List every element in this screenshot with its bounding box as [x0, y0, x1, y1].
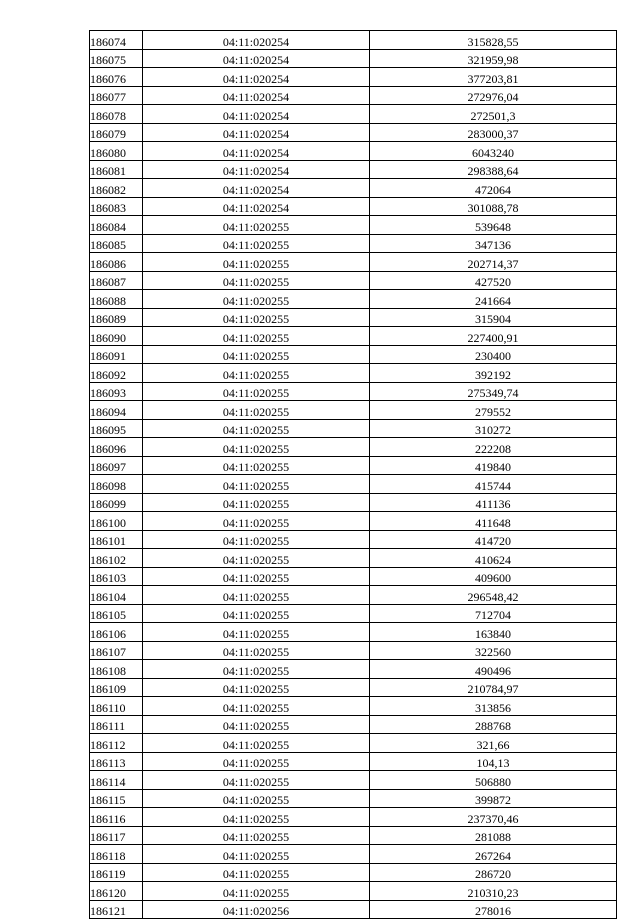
amount-cell: 419840 [370, 456, 617, 475]
amount-cell: 272976,04 [370, 86, 617, 105]
amount-cell: 315828,55 [370, 31, 617, 50]
amount-cell: 210784,97 [370, 678, 617, 697]
table-row [90, 253, 617, 272]
amount-cell: 490496 [370, 660, 617, 679]
table-row [90, 734, 617, 753]
cadastral-code-cell: 04:11:020255 [143, 364, 370, 383]
cadastral-code-cell: 04:11:020255 [143, 271, 370, 290]
amount-cell: 272501,3 [370, 105, 617, 124]
amount-cell: 410624 [370, 549, 617, 568]
row-number-cell: 186119 [90, 863, 143, 882]
table-row [90, 234, 617, 253]
cadastral-code-cell: 04:11:020255 [143, 549, 370, 568]
amount-cell: 411648 [370, 512, 617, 531]
cadastral-code-cell: 04:11:020255 [143, 456, 370, 475]
amount-cell: 296548,42 [370, 586, 617, 605]
cadastral-code-cell: 04:11:020255 [143, 401, 370, 420]
row-number-cell: 186095 [90, 419, 143, 438]
table-row [90, 512, 617, 531]
table-row [90, 271, 617, 290]
table-row [90, 308, 617, 327]
amount-cell: 241664 [370, 290, 617, 309]
amount-cell: 414720 [370, 530, 617, 549]
cadastral-code-cell: 04:11:020255 [143, 826, 370, 845]
amount-cell: 267264 [370, 845, 617, 864]
amount-cell: 415744 [370, 475, 617, 494]
row-number-cell: 186114 [90, 771, 143, 790]
amount-cell: 347136 [370, 234, 617, 253]
amount-cell: 202714,37 [370, 253, 617, 272]
row-number-cell: 186105 [90, 604, 143, 623]
amount-cell: 275349,74 [370, 382, 617, 401]
table-row [90, 752, 617, 771]
cadastral-code-cell: 04:11:020255 [143, 734, 370, 753]
amount-cell: 237370,46 [370, 808, 617, 827]
table-row [90, 197, 617, 216]
cadastral-code-cell: 04:11:020254 [143, 197, 370, 216]
row-number-cell: 186110 [90, 697, 143, 716]
row-number-cell: 186109 [90, 678, 143, 697]
row-number-cell: 186120 [90, 882, 143, 901]
amount-cell: 227400,91 [370, 327, 617, 346]
amount-cell: 301088,78 [370, 197, 617, 216]
table-row [90, 123, 617, 142]
row-number-cell: 186080 [90, 142, 143, 161]
table-row [90, 105, 617, 124]
cadastral-code-cell: 04:11:020255 [143, 234, 370, 253]
amount-cell: 104,13 [370, 752, 617, 771]
row-number-cell: 186101 [90, 530, 143, 549]
cadastral-code-cell: 04:11:020254 [143, 142, 370, 161]
cadastral-code-cell: 04:11:020255 [143, 882, 370, 901]
amount-cell: 281088 [370, 826, 617, 845]
amount-cell: 288768 [370, 715, 617, 734]
cadastral-code-cell: 04:11:020255 [143, 789, 370, 808]
amount-cell: 472064 [370, 179, 617, 198]
cadastral-code-cell: 04:11:020255 [143, 715, 370, 734]
cadastral-code-cell: 04:11:020254 [143, 49, 370, 68]
table-row [90, 549, 617, 568]
cadastral-code-cell: 04:11:020255 [143, 771, 370, 790]
cadastral-code-cell: 04:11:020255 [143, 327, 370, 346]
table-row [90, 678, 617, 697]
row-number-cell: 186076 [90, 68, 143, 87]
table-row [90, 382, 617, 401]
table-row [90, 401, 617, 420]
cadastral-code-cell: 04:11:020255 [143, 697, 370, 716]
table-row [90, 49, 617, 68]
cadastral-code-cell: 04:11:020255 [143, 438, 370, 457]
row-number-cell: 186081 [90, 160, 143, 179]
table-row [90, 438, 617, 457]
row-number-cell: 186097 [90, 456, 143, 475]
row-number-cell: 186112 [90, 734, 143, 753]
row-number-cell: 186087 [90, 271, 143, 290]
table-row [90, 419, 617, 438]
table-row [90, 623, 617, 642]
cadastral-code-cell: 04:11:020255 [143, 530, 370, 549]
table-row [90, 142, 617, 161]
table-row [90, 86, 617, 105]
table-row [90, 789, 617, 808]
row-number-cell: 186106 [90, 623, 143, 642]
amount-cell: 322560 [370, 641, 617, 660]
table-row [90, 660, 617, 679]
cadastral-code-cell: 04:11:020255 [143, 567, 370, 586]
cadastral-code-cell: 04:11:020255 [143, 678, 370, 697]
amount-cell: 286720 [370, 863, 617, 882]
cadastral-code-cell: 04:11:020255 [143, 808, 370, 827]
table-row [90, 179, 617, 198]
cadastral-code-cell: 04:11:020254 [143, 160, 370, 179]
cadastral-code-cell: 04:11:020255 [143, 216, 370, 235]
table-row [90, 808, 617, 827]
row-number-cell: 186113 [90, 752, 143, 771]
cadastral-code-cell: 04:11:020255 [143, 623, 370, 642]
cadastral-code-cell: 04:11:020255 [143, 308, 370, 327]
amount-cell: 321959,98 [370, 49, 617, 68]
amount-cell: 411136 [370, 493, 617, 512]
row-number-cell: 186098 [90, 475, 143, 494]
row-number-cell: 186116 [90, 808, 143, 827]
row-number-cell: 186084 [90, 216, 143, 235]
cadastral-code-cell: 04:11:020254 [143, 105, 370, 124]
row-number-cell: 186074 [90, 31, 143, 50]
cadastral-code-cell: 04:11:020255 [143, 604, 370, 623]
table-body [90, 31, 617, 919]
cadastral-code-cell: 04:11:020255 [143, 845, 370, 864]
table-row [90, 845, 617, 864]
table-row [90, 31, 617, 50]
amount-cell: 222208 [370, 438, 617, 457]
table-row [90, 826, 617, 845]
row-number-cell: 186102 [90, 549, 143, 568]
amount-cell: 210310,23 [370, 882, 617, 901]
cadastral-code-cell: 04:11:020256 [143, 900, 370, 919]
data-table [89, 30, 617, 919]
amount-cell: 399872 [370, 789, 617, 808]
row-number-cell: 186121 [90, 900, 143, 919]
cadastral-code-cell: 04:11:020255 [143, 419, 370, 438]
row-number-cell: 186108 [90, 660, 143, 679]
cadastral-code-cell: 04:11:020254 [143, 31, 370, 50]
cadastral-code-cell: 04:11:020254 [143, 68, 370, 87]
cadastral-code-cell: 04:11:020255 [143, 660, 370, 679]
amount-cell: 163840 [370, 623, 617, 642]
amount-cell: 712704 [370, 604, 617, 623]
table-row [90, 456, 617, 475]
amount-cell: 377203,81 [370, 68, 617, 87]
table-row [90, 475, 617, 494]
row-number-cell: 186089 [90, 308, 143, 327]
table-row [90, 771, 617, 790]
amount-cell: 283000,37 [370, 123, 617, 142]
row-number-cell: 186088 [90, 290, 143, 309]
row-number-cell: 186099 [90, 493, 143, 512]
row-number-cell: 186117 [90, 826, 143, 845]
cadastral-code-cell: 04:11:020255 [143, 345, 370, 364]
table-row [90, 216, 617, 235]
amount-cell: 392192 [370, 364, 617, 383]
table-row [90, 530, 617, 549]
table-row [90, 697, 617, 716]
table-row [90, 715, 617, 734]
cadastral-code-cell: 04:11:020255 [143, 475, 370, 494]
cadastral-code-cell: 04:11:020255 [143, 382, 370, 401]
row-number-cell: 186077 [90, 86, 143, 105]
row-number-cell: 186090 [90, 327, 143, 346]
table-row [90, 586, 617, 605]
cadastral-code-cell: 04:11:020254 [143, 86, 370, 105]
row-number-cell: 186092 [90, 364, 143, 383]
row-number-cell: 186111 [90, 715, 143, 734]
row-number-cell: 186093 [90, 382, 143, 401]
cadastral-code-cell: 04:11:020254 [143, 123, 370, 142]
amount-cell: 321,66 [370, 734, 617, 753]
amount-cell: 409600 [370, 567, 617, 586]
table-row [90, 364, 617, 383]
table-row [90, 345, 617, 364]
cadastral-code-cell: 04:11:020255 [143, 752, 370, 771]
row-number-cell: 186085 [90, 234, 143, 253]
table-row [90, 160, 617, 179]
table-row [90, 882, 617, 901]
amount-cell: 315904 [370, 308, 617, 327]
amount-cell: 230400 [370, 345, 617, 364]
table-row [90, 863, 617, 882]
row-number-cell: 186078 [90, 105, 143, 124]
cadastral-code-cell: 04:11:020255 [143, 493, 370, 512]
amount-cell: 313856 [370, 697, 617, 716]
cadastral-code-cell: 04:11:020255 [143, 863, 370, 882]
row-number-cell: 186083 [90, 197, 143, 216]
amount-cell: 506880 [370, 771, 617, 790]
cadastral-code-cell: 04:11:020254 [143, 179, 370, 198]
table-row [90, 604, 617, 623]
table-row [90, 900, 617, 919]
cadastral-code-cell: 04:11:020255 [143, 290, 370, 309]
row-number-cell: 186075 [90, 49, 143, 68]
table-row [90, 567, 617, 586]
row-number-cell: 186118 [90, 845, 143, 864]
amount-cell: 539648 [370, 216, 617, 235]
table-row [90, 641, 617, 660]
row-number-cell: 186107 [90, 641, 143, 660]
row-number-cell: 186100 [90, 512, 143, 531]
cadastral-code-cell: 04:11:020255 [143, 253, 370, 272]
cadastral-code-cell: 04:11:020255 [143, 586, 370, 605]
table-row [90, 327, 617, 346]
table-row [90, 493, 617, 512]
row-number-cell: 186115 [90, 789, 143, 808]
cadastral-code-cell: 04:11:020255 [143, 641, 370, 660]
row-number-cell: 186086 [90, 253, 143, 272]
amount-cell: 6043240 [370, 142, 617, 161]
amount-cell: 298388,64 [370, 160, 617, 179]
row-number-cell: 186094 [90, 401, 143, 420]
cadastral-code-cell: 04:11:020255 [143, 512, 370, 531]
row-number-cell: 186096 [90, 438, 143, 457]
row-number-cell: 186103 [90, 567, 143, 586]
amount-cell: 427520 [370, 271, 617, 290]
amount-cell: 279552 [370, 401, 617, 420]
table-row [90, 290, 617, 309]
row-number-cell: 186082 [90, 179, 143, 198]
amount-cell: 310272 [370, 419, 617, 438]
row-number-cell: 186079 [90, 123, 143, 142]
row-number-cell: 186104 [90, 586, 143, 605]
row-number-cell: 186091 [90, 345, 143, 364]
amount-cell: 278016 [370, 900, 617, 919]
table-row [90, 68, 617, 87]
